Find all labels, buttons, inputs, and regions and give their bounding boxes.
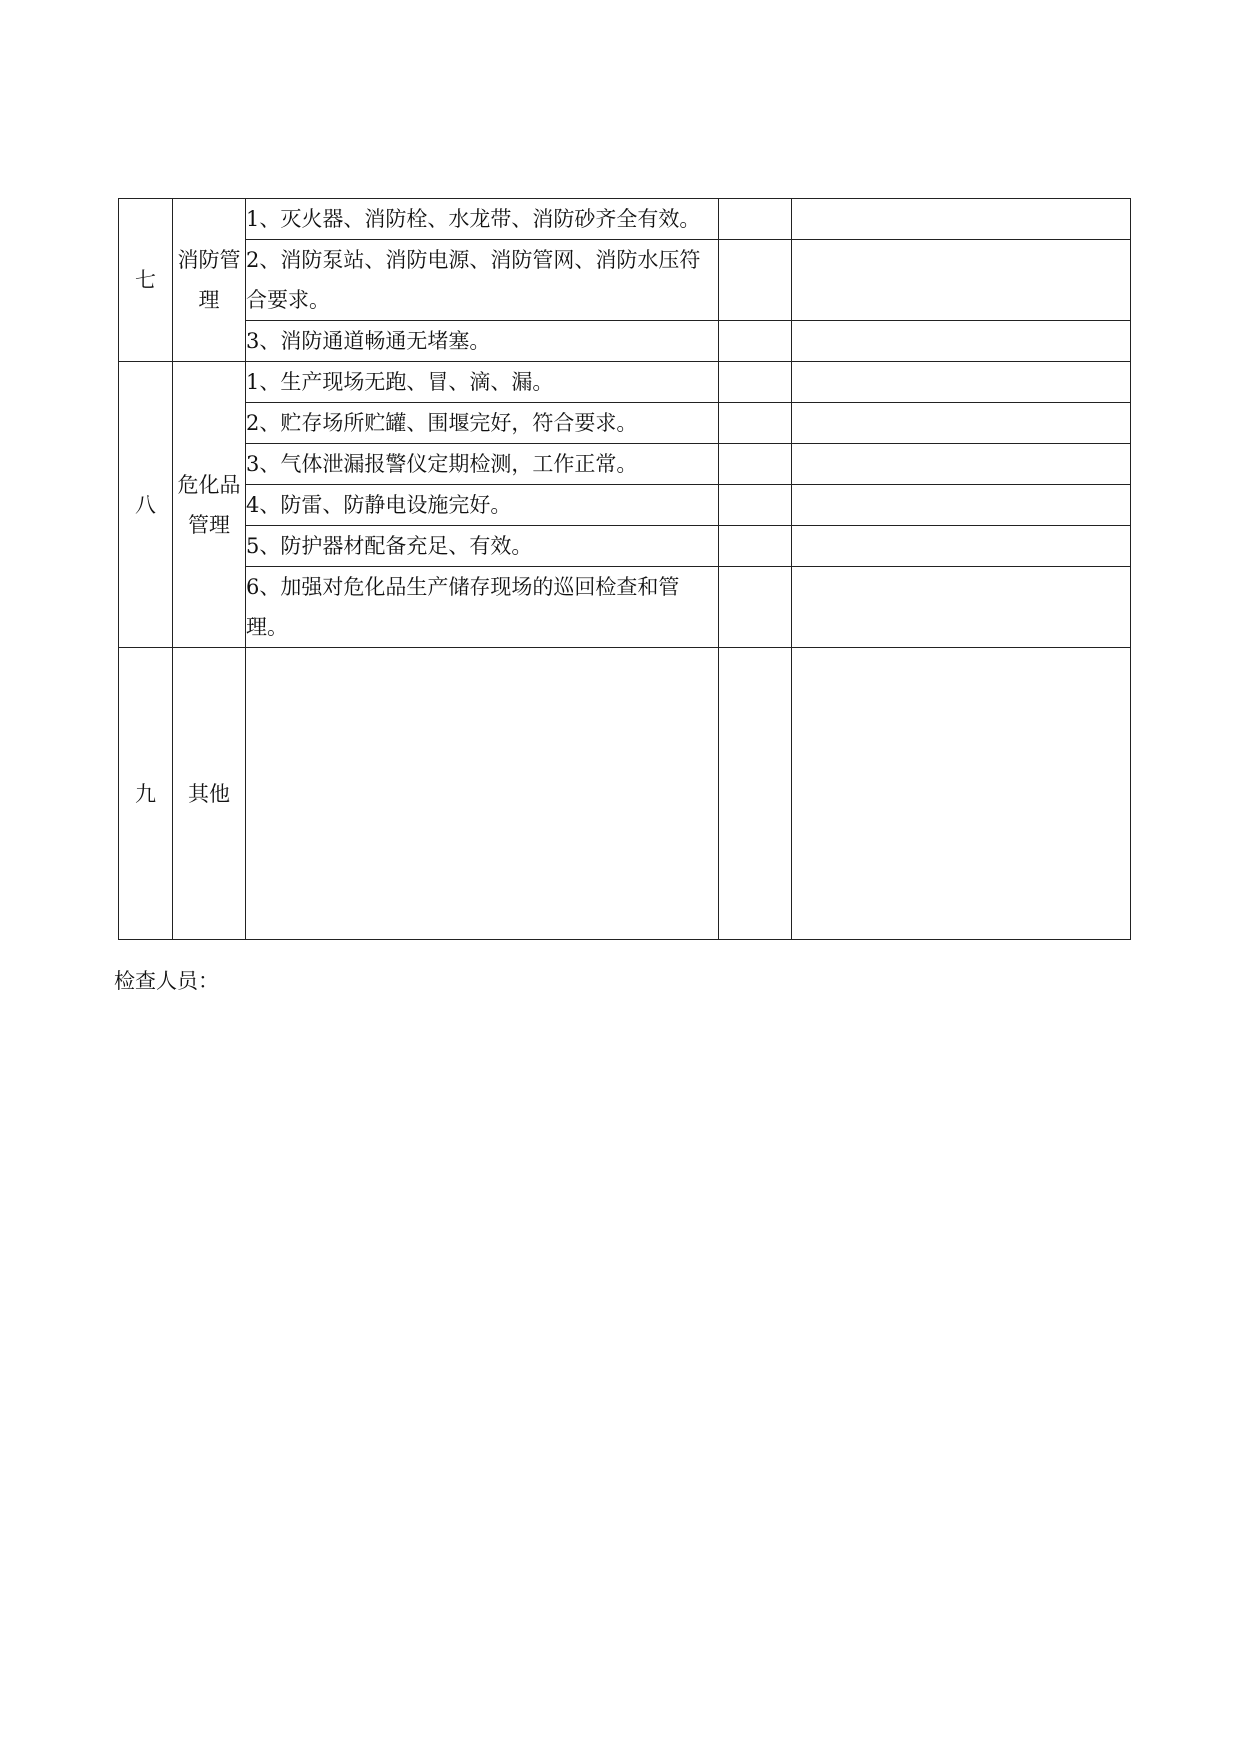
table-row bbox=[119, 567, 1131, 648]
table-row bbox=[119, 648, 1131, 940]
table-row bbox=[119, 199, 1131, 240]
result-cell[interactable] bbox=[719, 648, 792, 940]
section-number: 八 bbox=[119, 362, 173, 648]
check-item: 5、防护器材配备充足、有效。 bbox=[246, 526, 719, 567]
check-item: 4、防雷、防静电设施完好。 bbox=[246, 485, 719, 526]
table-row bbox=[119, 485, 1131, 526]
check-item: 1、灭火器、消防栓、水龙带、消防砂齐全有效。 bbox=[246, 199, 719, 240]
remarks-cell[interactable] bbox=[792, 362, 1131, 403]
section-number: 九 bbox=[119, 648, 173, 940]
result-cell[interactable] bbox=[719, 321, 792, 362]
remarks-cell[interactable] bbox=[792, 403, 1131, 444]
remarks-cell[interactable] bbox=[792, 444, 1131, 485]
result-cell[interactable] bbox=[719, 362, 792, 403]
result-cell[interactable] bbox=[719, 240, 792, 321]
check-item: 6、加强对危化品生产储存现场的巡回检查和管理。 bbox=[246, 567, 719, 648]
check-item: 3、气体泄漏报警仪定期检测，工作正常。 bbox=[246, 444, 719, 485]
check-item: 2、贮存场所贮罐、围堰完好，符合要求。 bbox=[246, 403, 719, 444]
section-number: 七 bbox=[119, 199, 173, 362]
remarks-cell[interactable] bbox=[792, 485, 1131, 526]
remarks-cell[interactable] bbox=[792, 199, 1131, 240]
table-row bbox=[119, 362, 1131, 403]
table-row bbox=[119, 240, 1131, 321]
table-row bbox=[119, 403, 1131, 444]
remarks-cell[interactable] bbox=[792, 321, 1131, 362]
check-item: 1、生产现场无跑、冒、滴、漏。 bbox=[246, 362, 719, 403]
result-cell[interactable] bbox=[719, 526, 792, 567]
inspection-checklist-table bbox=[118, 198, 1131, 940]
table-row bbox=[119, 444, 1131, 485]
inspector-label: 检查人员： bbox=[114, 969, 219, 993]
result-cell[interactable] bbox=[719, 444, 792, 485]
table-row bbox=[119, 321, 1131, 362]
section-category: 危化品管理 bbox=[173, 362, 246, 648]
section-category: 其他 bbox=[173, 648, 246, 940]
remarks-cell[interactable] bbox=[792, 648, 1131, 940]
result-cell[interactable] bbox=[719, 199, 792, 240]
result-cell[interactable] bbox=[719, 485, 792, 526]
section-category: 消防管理 bbox=[173, 199, 246, 362]
check-item: 3、消防通道畅通无堵塞。 bbox=[246, 321, 719, 362]
check-item[interactable] bbox=[246, 648, 719, 940]
remarks-cell[interactable] bbox=[792, 567, 1131, 648]
remarks-cell[interactable] bbox=[792, 240, 1131, 321]
table-row bbox=[119, 526, 1131, 567]
remarks-cell[interactable] bbox=[792, 526, 1131, 567]
check-item: 2、消防泵站、消防电源、消防管网、消防水压符合要求。 bbox=[246, 240, 719, 321]
result-cell[interactable] bbox=[719, 567, 792, 648]
result-cell[interactable] bbox=[719, 403, 792, 444]
